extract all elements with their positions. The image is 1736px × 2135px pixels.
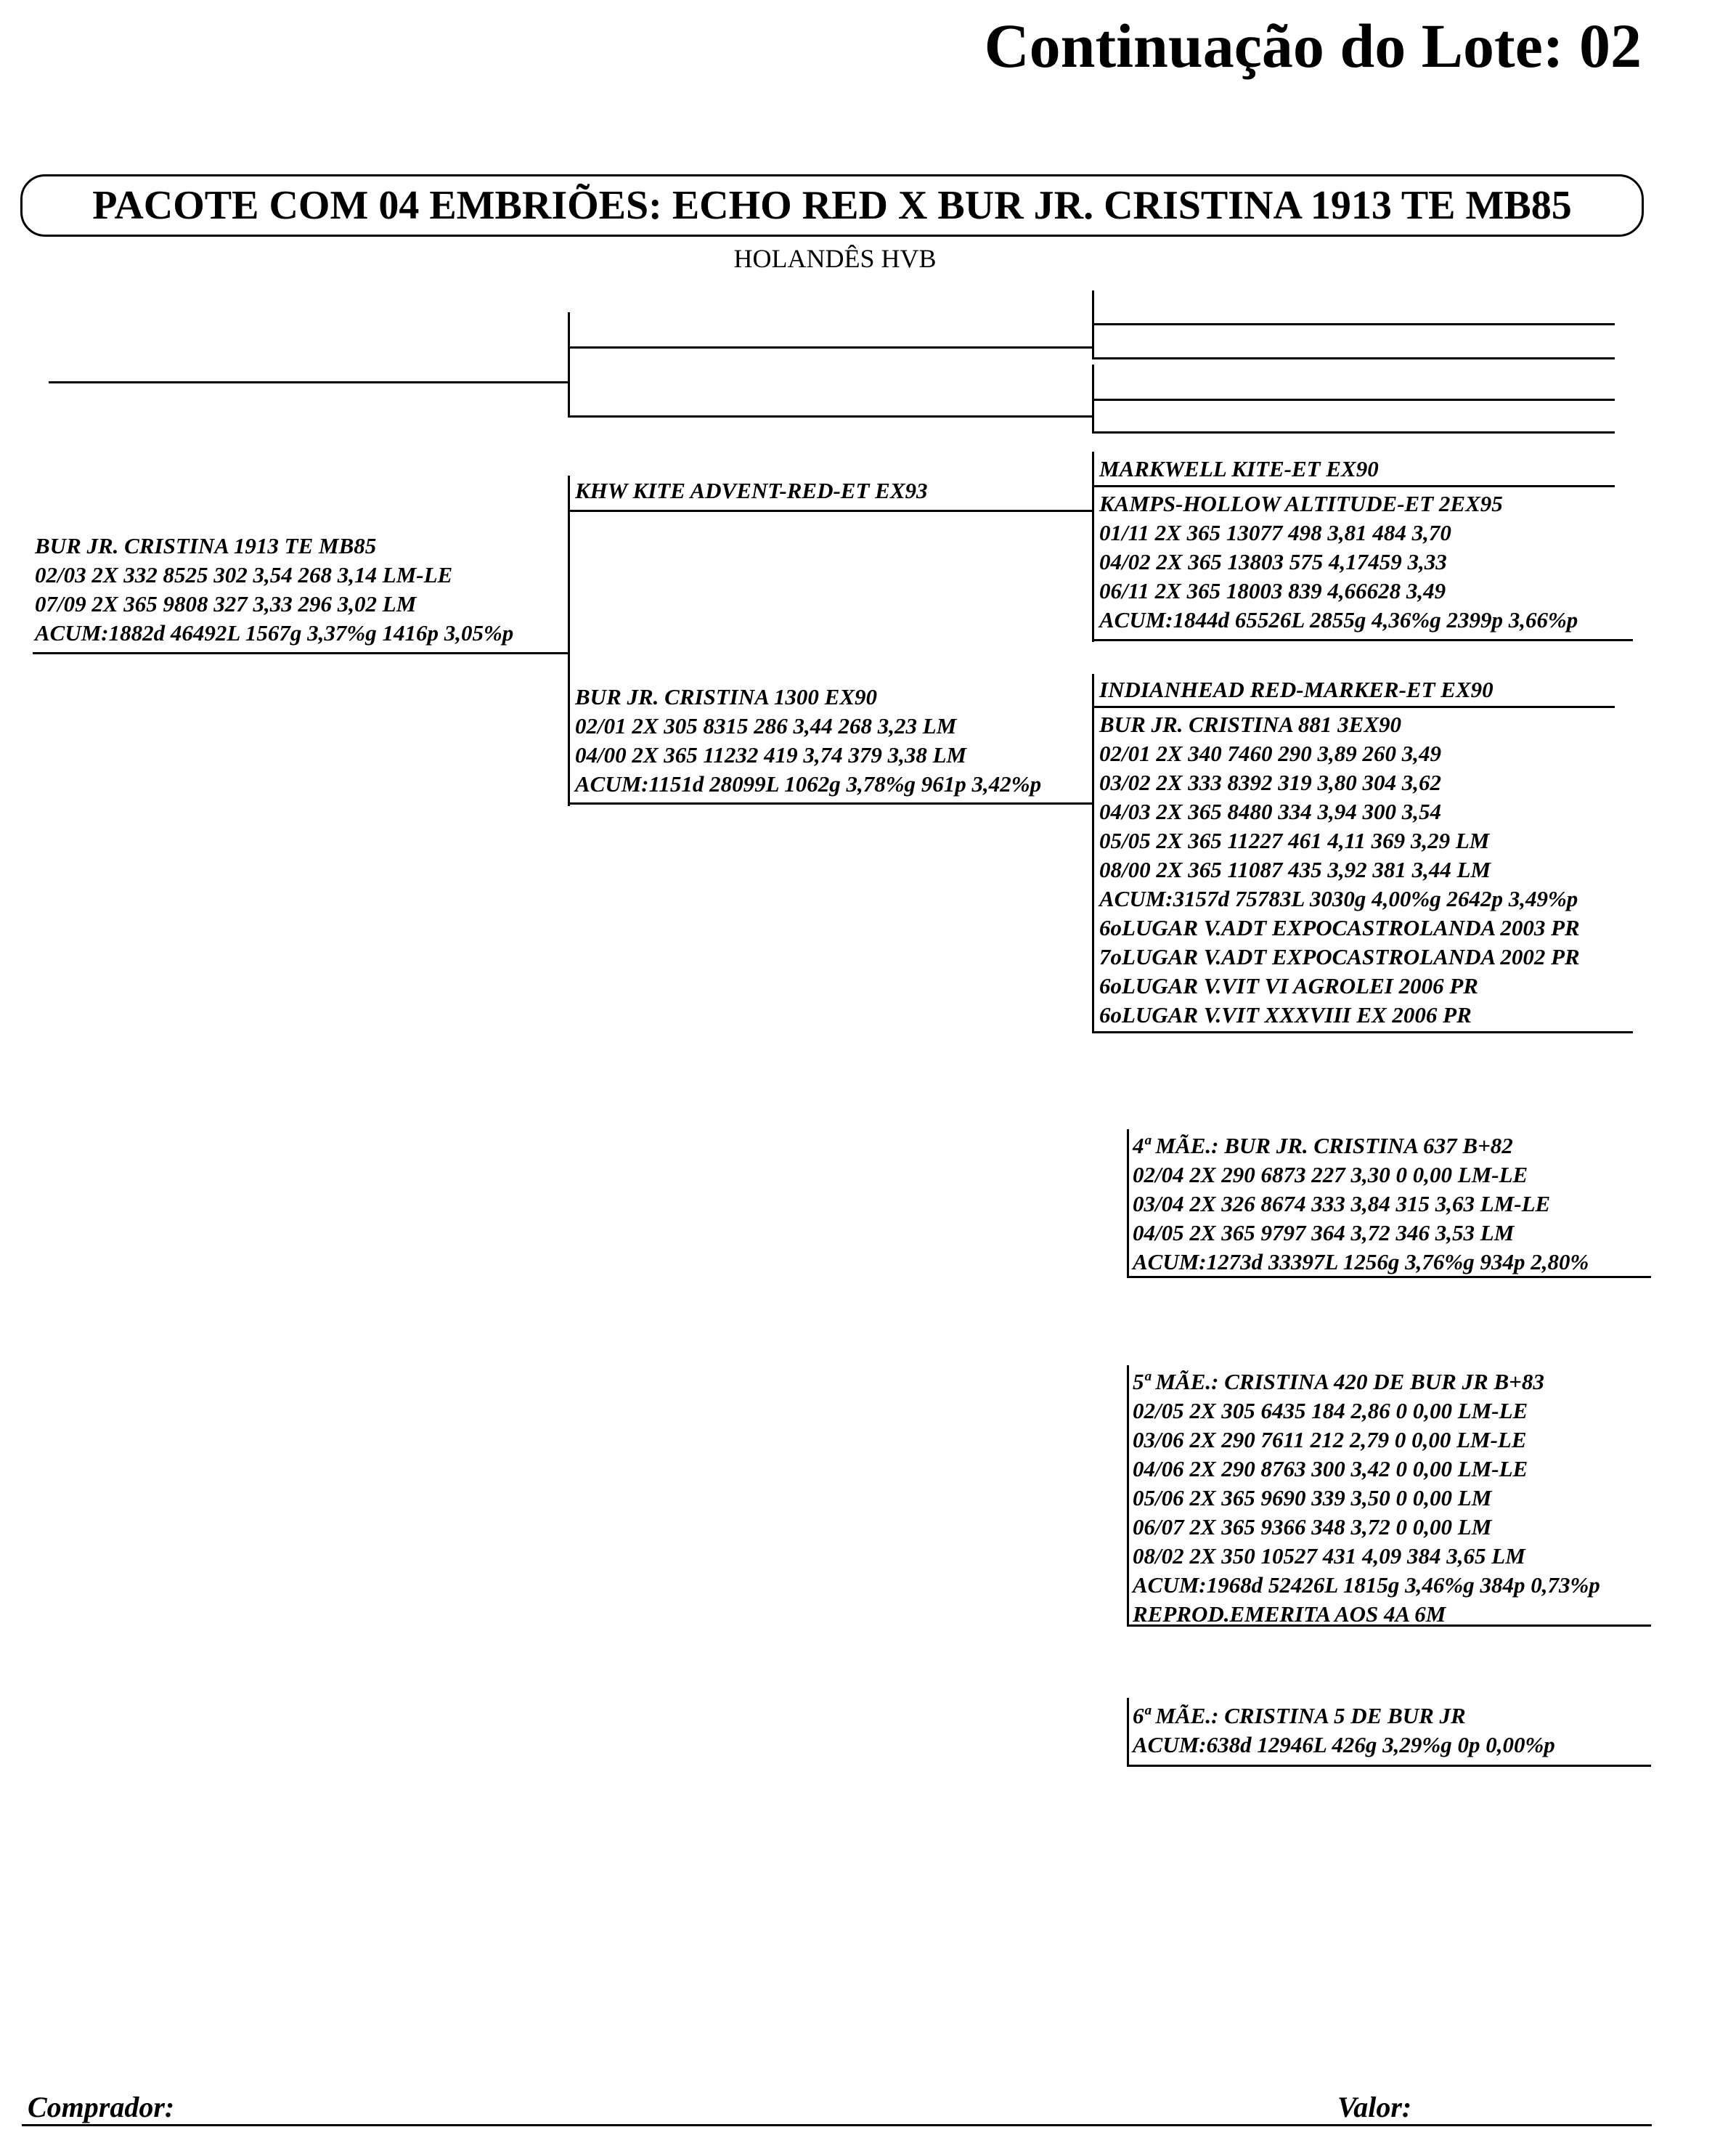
dam-line	[33, 652, 570, 654]
dddam-sire-block	[1099, 675, 1493, 704]
footer-line	[22, 2124, 1652, 2126]
ddsire-dam-record: 06/11 2X 365 18003 839 4,66628 3,49	[1099, 578, 1446, 603]
sd-dam-line	[1092, 431, 1615, 434]
sd-sire-line	[1092, 399, 1615, 401]
dam-record: 07/09 2X 365 9808 327 3,33 296 3,02 LM	[35, 591, 417, 617]
value-label: Valor:	[1337, 2091, 1412, 2123]
mae5-record: 03/06 2X 290 7611 212 2,79 0 0,00 LM-LE	[1133, 1427, 1527, 1452]
ddam-branch-vline	[1092, 674, 1094, 1033]
mae5-record: 02/05 2X 305 6435 184 2,86 0 0,00 LM-LE	[1133, 1398, 1528, 1423]
dam-dam-name: BUR JR. CRISTINA 1300 EX90	[575, 684, 878, 709]
buyer-label: Comprador:	[28, 2091, 175, 2123]
lot-title: Continuação do Lote: 02	[984, 11, 1642, 81]
mae5-record: 06/07 2X 365 9366 348 3,72 0 0,00 LM	[1133, 1514, 1492, 1540]
mae6-block	[1133, 1701, 1555, 1760]
dam-sire-block	[575, 476, 928, 505]
mae4-name: 4ª MÃE.: BUR JR. CRISTINA 637 B+82	[1133, 1133, 1513, 1158]
mae4-vline	[1127, 1129, 1129, 1278]
ddsire-sire-block	[1099, 455, 1379, 484]
dam-branch-vline	[568, 476, 570, 806]
mae5-record: 08/02 2X 350 10527 431 4,09 384 3,65 LM	[1133, 1543, 1525, 1569]
ddam-dam-line	[1092, 1031, 1633, 1033]
sire-dam-line	[568, 415, 1094, 418]
ddsire-dam-record: 04/02 2X 365 13803 575 4,17459 3,33	[1099, 549, 1447, 574]
dddam-dam-record: 04/03 2X 365 8480 334 3,94 300 3,54	[1099, 799, 1442, 824]
mae5-record: 05/06 2X 365 9690 339 3,50 0 0,00 LM	[1133, 1485, 1492, 1510]
ddam-sire-line	[1092, 706, 1615, 708]
ddsire-dam-record: 01/11 2X 365 13077 498 3,81 484 3,70	[1099, 520, 1451, 545]
dddam-dam-block	[1099, 710, 1580, 1030]
dam-sire-name: KHW KITE ADVENT-RED-ET EX93	[575, 478, 928, 503]
mae4-record: 02/04 2X 290 6873 227 3,30 0 0,00 LM-LE	[1133, 1162, 1528, 1187]
sire-line	[49, 381, 570, 383]
mae5-note: REPROD.EMERITA AOS 4A 6M	[1133, 1601, 1446, 1627]
dddam-dam-record: 03/02 2X 333 8392 319 3,80 304 3,62	[1099, 770, 1442, 795]
dam-block	[35, 532, 513, 648]
dddam-dam-award: 7oLUGAR V.ADT EXPOCASTROLANDA 2002 PR	[1099, 944, 1580, 969]
ddsire-dam-record: ACUM:1844d 65526L 2855g 4,36%g 2399p 3,66%p	[1099, 607, 1578, 633]
mae4-block	[1133, 1131, 1589, 1277]
mae5-record: ACUM:1968d 52426L 1815g 3,46%g 384p 0,73%p	[1133, 1572, 1600, 1598]
dam-dam-record: 04/00 2X 365 11232 419 3,74 379 3,38 LM	[575, 742, 967, 768]
dsire-sire-line	[1092, 485, 1615, 487]
dddam-sire-name: INDIANHEAD RED-MARKER-ET EX90	[1099, 677, 1493, 702]
dam-dam-block	[575, 683, 1041, 799]
mae6-line	[1127, 1765, 1651, 1767]
mae4-record: 04/05 2X 365 9797 364 3,72 346 3,53 LM	[1133, 1220, 1515, 1245]
ddsire-sire-name: MARKWELL KITE-ET EX90	[1099, 456, 1379, 481]
dddam-dam-award: 6oLUGAR V.ADT EXPOCASTROLANDA 2003 PR	[1099, 915, 1580, 940]
dddam-dam-record: 02/01 2X 340 7460 290 3,89 260 3,49	[1099, 741, 1442, 766]
dsire-dam-line	[1092, 639, 1633, 641]
dam-dam-record: 02/01 2X 305 8315 286 3,44 268 3,23 LM	[575, 713, 957, 739]
mae6-record: ACUM:638d 12946L 426g 3,29%g 0p 0,00%p	[1133, 1732, 1555, 1757]
dddam-dam-record: ACUM:3157d 75783L 3030g 4,00%g 2642p 3,49%p	[1099, 886, 1578, 911]
mae6-name: 6ª MÃE.: CRISTINA 5 DE BUR JR	[1133, 1703, 1466, 1728]
dam-name: BUR JR. CRISTINA 1913 TE MB85	[35, 533, 377, 558]
sire-sire-line	[568, 346, 1094, 349]
mae5-record: 04/06 2X 290 8763 300 3,42 0 0,00 LM-LE	[1133, 1456, 1528, 1481]
mae5-name: 5ª MÃE.: CRISTINA 420 DE BUR JR B+83	[1133, 1369, 1544, 1394]
dddam-dam-record: 08/00 2X 365 11087 435 3,92 381 3,44 LM	[1099, 857, 1491, 882]
mae5-block	[1133, 1367, 1600, 1629]
dddam-dam-name: BUR JR. CRISTINA 881 3EX90	[1099, 712, 1402, 737]
ss-sire-line	[1092, 323, 1615, 325]
dddam-dam-award: 6oLUGAR V.VIT VI AGROLEI 2006 PR	[1099, 973, 1478, 999]
ddsire-dam-block	[1099, 489, 1578, 635]
dam-record: ACUM:1882d 46492L 1567g 3,37%g 1416p 3,05%p	[35, 620, 514, 646]
mae4-record: ACUM:1273d 33397L 1256g 3,76%g 934p 2,80%	[1133, 1249, 1589, 1274]
ddsire-dam-name: KAMPS-HOLLOW ALTITUDE-ET 2EX95	[1099, 491, 1503, 516]
dam-dam-line	[568, 802, 1094, 805]
breed-label: HOLANDÊS HVB	[733, 244, 937, 273]
dam-record: 02/03 2X 332 8525 302 3,54 268 3,14 LM-LE	[35, 562, 453, 587]
mae5-vline	[1127, 1365, 1129, 1627]
sire-branch-vline	[568, 312, 570, 418]
dddam-dam-record: 05/05 2X 365 11227 461 4,11 369 3,29 LM	[1099, 828, 1490, 853]
dam-sire-line	[568, 510, 1094, 512]
dam-dam-record: ACUM:1151d 28099L 1062g 3,78%g 961p 3,42%p	[575, 771, 1042, 797]
mae4-record: 03/04 2X 326 8674 333 3,84 315 3,63 LM-LE	[1133, 1191, 1551, 1216]
package-title: PACOTE COM 04 EMBRIÕES: ECHO RED X BUR JR. CRISTINA 1913 TE MB85	[92, 183, 1572, 228]
ss-dam-line	[1092, 357, 1615, 359]
dddam-dam-award: 6oLUGAR V.VIT XXXVIII EX 2006 PR	[1099, 1002, 1472, 1028]
mae6-vline	[1127, 1698, 1129, 1767]
package-title-box	[20, 174, 1644, 237]
dsire-branch-vline	[1092, 452, 1094, 642]
